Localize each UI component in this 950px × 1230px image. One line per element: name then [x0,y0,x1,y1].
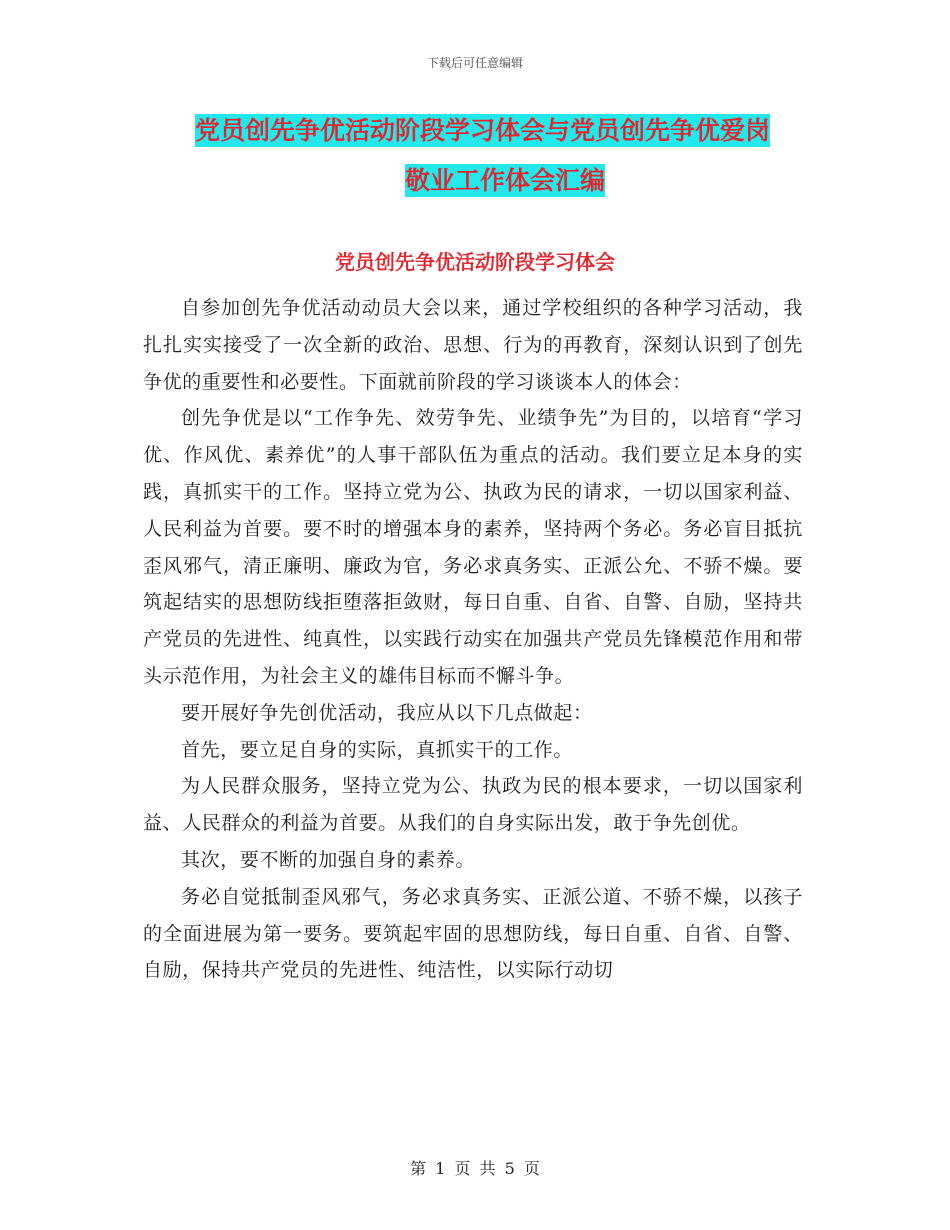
section-title: 党员创先争优活动阶段学习体会 [335,250,615,274]
paragraph: 其次，要不断的加强自身的素养。 [181,848,476,871]
document-title-line-1: 党员创先争优活动阶段学习体会与党员创先争优爱岗 [195,116,771,145]
paragraph: 创先争优是以“工作争先、效劳争先、业绩争先”为目的，以培育“学习优、作风优、素养优”的人事干部队伍为重点的活动。我们要立足本身的实践，真抓实干的工作。坚持立党为公、执政为民的请求，一切以国家利益、人民利益为首要。要不时的增强本身的素养，坚持两个务必。务必盲目抵抗歪风邪气，清正廉明、廉政为官，务必求真务实、正派公允、不骄不燥。要筑起结实的思想防线拒堕落拒敛财，每日自重、自省、自警、自励，坚持共产党员的先进性、纯真性，以实践行动实在加强共产党员先锋模范作用和带头示范作用，为社会主义的雄伟目标而不懈斗争。 [143,407,803,687]
paragraph: 自参加创先争优活动动员大会以来，通过学校组织的各种学习活动，我扎扎实实接受了一次全新的政治、思想、行为的再教育，深刻认识到了创先争优的重要性和必要性。下面就前阶段的学习谈谈本人的体会： [143,297,803,393]
paragraph: 要开展好争先创优活动，我应从以下几点做起： [181,701,593,724]
page-number: 第 1 页 共 5 页 [410,1159,540,1178]
paragraph: 为人民群众服务，坚持立党为公、执政为民的根本要求，一切以国家利益、人民群众的利益为首要。从我们的自身实际出发，敢于争先创优。 [143,775,803,835]
download-note: 下载后可任意编辑 [426,56,523,70]
document-title-line-2: 敬业工作体会汇编 [404,166,605,195]
paragraph: 首先，要立足自身的实际，真抓实干的工作。 [181,738,574,761]
document-title [195,108,815,204]
document-body [143,290,803,989]
paragraph: 务必自觉抵制歪风邪气，务必求真务实、正派公道、不骄不燥，以孩子的全面进展为第一要务。要筑起牢固的思想防线，每日自重、自省、自警、自励，保持共产党员的先进性、纯洁性，以实际行动切 [143,885,803,982]
